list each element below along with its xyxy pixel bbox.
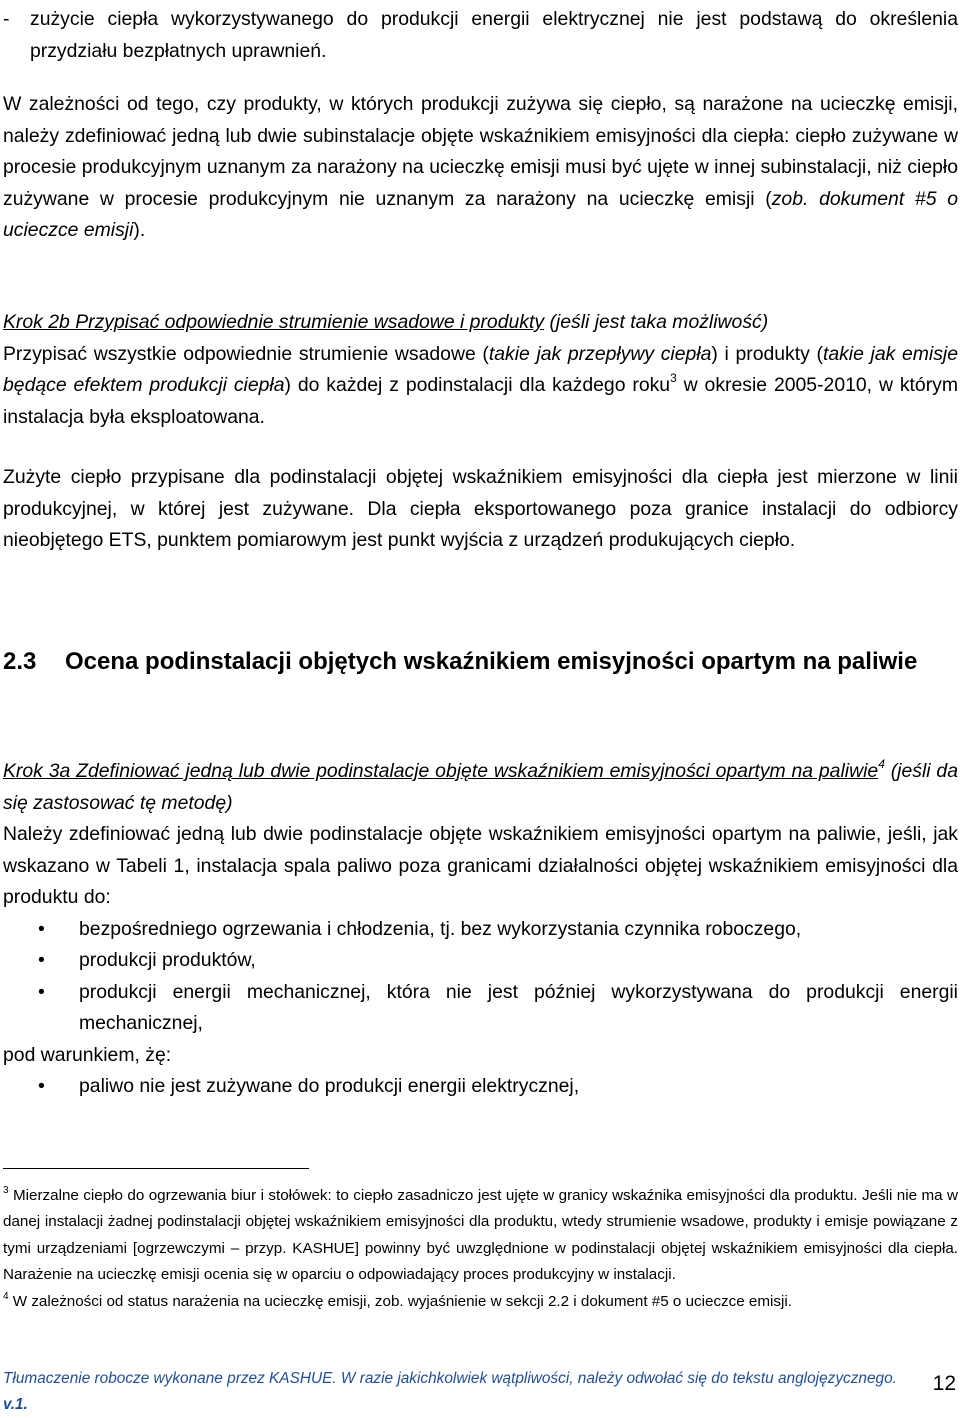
step-2b-text-1: Przypisać wszystkie odpowiednie strumienie wsadowe ( [3,342,489,365]
footnote-ref-4[interactable]: 4 [878,756,885,771]
step-3a-block [3,756,958,1103]
list-item-text: produkcji energii mechanicznej, która nie jest później wykorzystywana do produkcji energii mechanicznej, [79,980,958,1034]
step-3a-heading [3,756,958,819]
list-item-text: produkcji produktów, [79,949,256,971]
section-heading [3,643,958,681]
footnotes [3,1183,958,1315]
bullet-marker: • [38,1075,45,1097]
bullet-marker: • [38,980,45,1003]
condition-bullet-list [3,1071,958,1103]
list-item [3,945,958,977]
para1-reference: zob. dokument #5 o ucieczce emisji [3,187,958,241]
footnote-4 [3,1289,958,1315]
list-item-text: bezpośredniego ogrzewania i chłodzenia, tj. bez wykorzystania czynnika roboczego, [79,917,802,940]
step-3a-note: (jeśli da się zastosować tę metodę) [3,760,958,814]
list-item [3,977,958,1040]
footnote-3 [3,1183,958,1289]
list-item-text: paliwo nie jest zużywane do produkcji energii elektrycznej, [79,1075,580,1097]
step-2b-body [3,339,958,434]
step-2b-text-5: ) do każdej z podinstalacji dla każdego roku [284,374,671,396]
list-item [3,1071,958,1103]
footnote-ref-3[interactable]: 3 [670,370,677,385]
step-2b-text-4: takie jak emisje będące efektem produkcji ciepła [3,342,959,396]
paragraph-leakage-subinstallations [3,89,958,247]
para1-end: ). [133,219,146,241]
step-2b-text-3: ) i produkty ( [711,342,823,365]
paragraph-heat-measurement: Zużyte ciepło przypisane dla podinstalacji objętej wskaźnikiem emisyjności dla ciepła jest mierzone w linii produkcyjnej, w której jest zużywane. Dla ciepła eksportowanego poza granice instalacji do odbiorcy nieobjętego ETS, punktem pomiarowym jest punkt wyjścia z urządzeń produkujących ciepło. [3,466,958,551]
condition-label: pod warunkiem, żę: [3,1043,172,1066]
page-number: 12 [932,1372,956,1395]
para1-text: W zależności od tego, czy produkty, w których produkcji zużywa się ciepło, są narażone na ucieczkę emisji, należy zdefiniować jedną lub dwie subinstalacje objęte wskaźnikiem emisyjności dla ciepła: ciepło zużywane w procesie produkcyjnym uznanym za narażony na ucieczkę emisji musi być ujęte w innej subinstalacji, niż ciepło zużywane w procesie produkcyjnym nie uznanym za narażony na ucieczkę emisji ( [3,93,958,210]
step-2b-title: Krok 2b Przypisać odpowiednie strumienie wsadowe i produkty [3,311,545,333]
step-2b-text-6: w okresie 2005-2010, w którym instalacja była eksploatowana. [3,374,958,428]
step-2b-heading [3,307,958,339]
footnote-text: W zależności od status narażenia na ucieczkę emisji, zob. wyjaśnienie w sekcji 2.2 i dokument #5 o ucieczce emisji. [8,1292,792,1310]
page-footer [3,1366,923,1418]
step-3a-title: Krok 3a Zdefiniować jedną lub dwie podinstalacje objęte wskaźnikiem emisyjności opartym na paliwie [3,760,879,782]
section-title: Ocena podinstalacji objętych wskaźnikiem emisyjności opartym na paliwie [65,648,918,675]
step-3a-body: Należy zdefiniować jedną lub dwie podinstalacje objęte wskaźnikiem emisyjności opartym na paliwie, jeśli, jak wskazano w Tabeli 1, instalacja spala paliwo poza granicami działalności objętej wskaźnikiem emisyjności dla produktu do: [3,823,958,908]
section-number: 2.3 [3,648,37,675]
dash-list-item [3,4,958,67]
footnote-text: Mierzalne ciepło do ogrzewania biur i stołówek: to ciepło zasadniczo jest ujęte w granicy wskaźnika emisyjności dla produktu. Jeśli nie ma w danej instalacji żadnej podinstalacji objętej wskaźnikiem emisyjności dla produktu, wtedy strumienie wsadowe, produkty i emisje powiązane z tymi urządzeniami [ogrzewczymi – przyp. KASHUE] powinny być uwzględnione w podinstalacji objętej wskaźnikiem emisyjności dla ciepła. Narażenie na ucieczkę emisji ocenia się w oparciu o odpowiadający proces produkcyjny w instalacji. [3,1187,958,1284]
footer-version: v.1. [3,1396,28,1413]
footnote-number: 3 [3,1184,9,1196]
footer-disclaimer: Tłumaczenie robocze wykonane przez KASHUE. W razie jakichkolwiek wątpliwości, należy odwołać się do tekstu anglojęzycznego. [3,1370,897,1387]
step-2b-text-2: takie jak przepływy ciepła [488,342,712,365]
bullet-marker: • [38,917,45,940]
step-2b-note: (jeśli jest taka możliwość) [544,311,769,333]
bullet-marker: • [38,949,45,971]
purpose-bullet-list [3,914,958,1040]
dash-item-text: zużycie ciepła wykorzystywanego do produkcji energii elektrycznej nie jest podstawą do określenia przydziału bezpłatnych uprawnień. [30,8,958,62]
list-item [3,914,958,946]
dash-marker: - [3,8,10,30]
step-2b-block [3,307,958,433]
footnote-number: 4 [3,1290,9,1302]
footnote-separator [3,1168,309,1169]
